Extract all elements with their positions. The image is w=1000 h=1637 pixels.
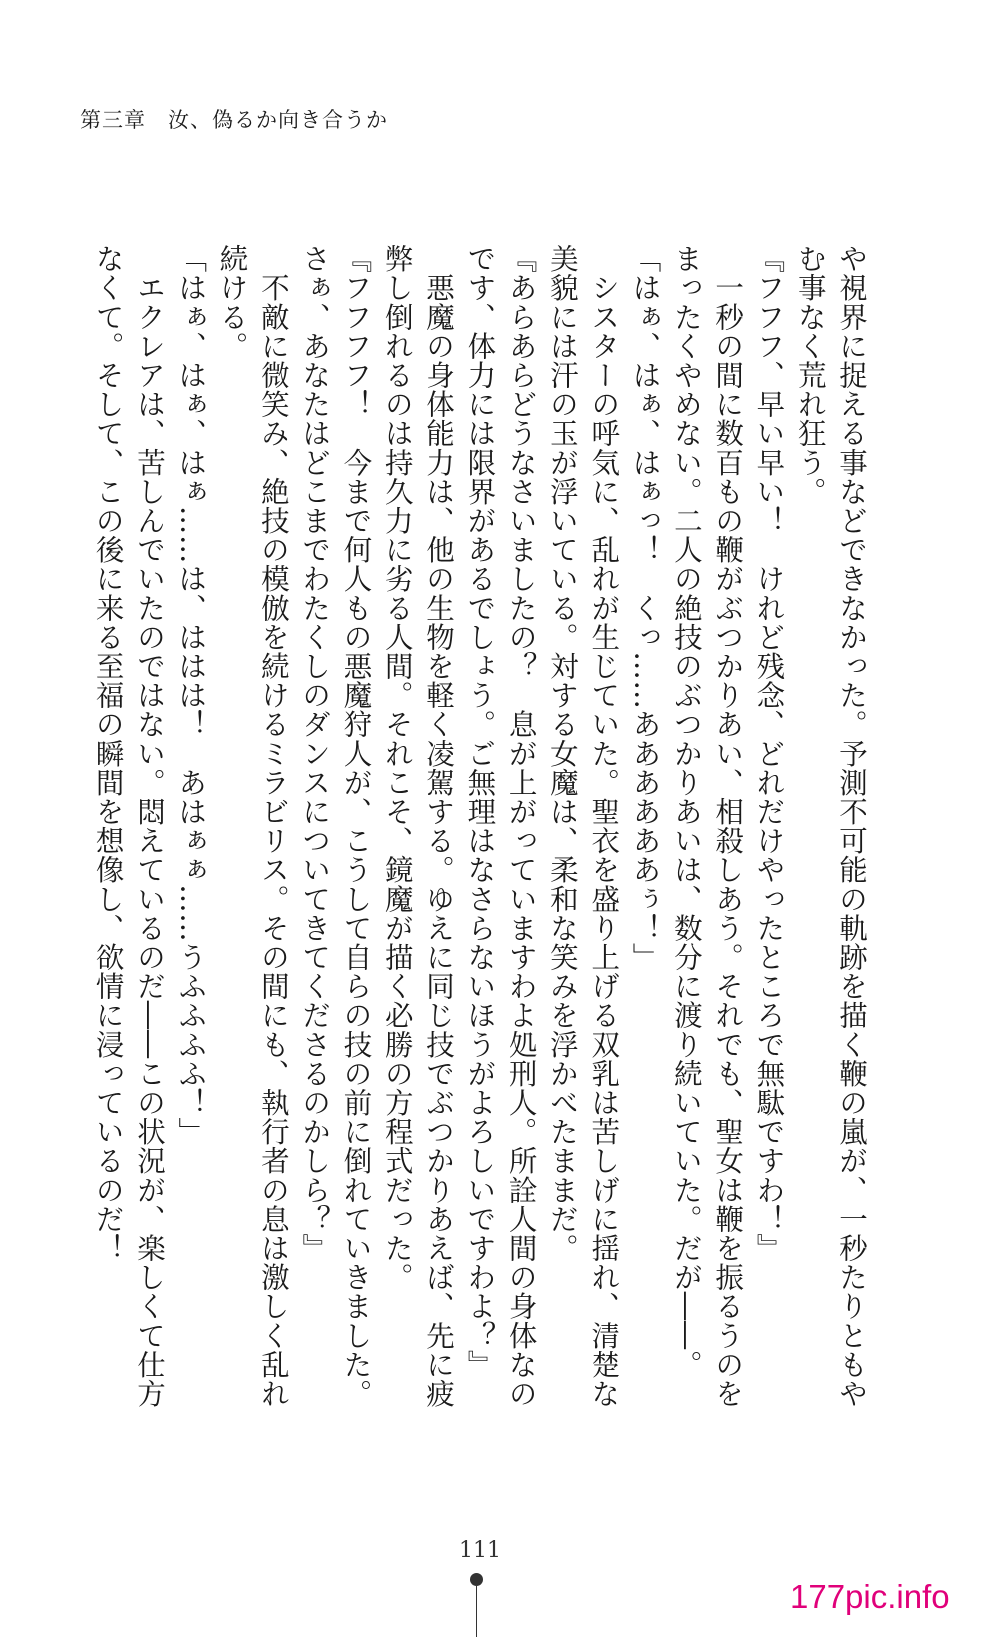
- text-line: エクレアは、苦しんでいたのではない。悶えているのだ――この状況が、楽しくて仕方: [132, 244, 166, 1408]
- page-number: 111: [459, 1538, 501, 1563]
- text-line: 『フフフフ！ 今まで何人もの悪魔狩人が、こうして自らの技の前に倒れていきました。: [339, 244, 373, 1408]
- text-line: 一秒の間に数百もの鞭がぶつかりあい、相殺しあう。それでも、聖女は鞭を振るうのを: [711, 244, 745, 1408]
- text-line: 美貌には汗の玉が浮いている。対する女魔は、柔和な笑みを浮かべたままだ。: [545, 244, 579, 1263]
- text-line: む事なく荒れ狂う。: [793, 244, 827, 506]
- text-line: 不敵に微笑み、絶技の模倣を続けるミラビリス。その間にも、執行者の息は激しく乱れ: [256, 244, 290, 1408]
- text-line: 続ける。: [215, 244, 249, 361]
- text-line: 「はぁ、はぁ、はぁ……は、ははは！ あはぁぁ……うふふふふ！」: [174, 244, 208, 1147]
- text-line: まったくやめない。二人の絶技のぶつかりあいは、数分に渡り続いていた。だが――。: [669, 244, 703, 1379]
- chapter-title: 第三章 汝、偽るか向き合うか: [80, 108, 388, 132]
- text-line: 悪魔の身体能力は、他の生物を軽く凌駕する。ゆえに同じ技でぶつかりあえば、先に疲: [422, 244, 456, 1408]
- text-line: シスターの呼気に、乱れが生じていた。聖衣を盛り上げる双乳は苦しげに揺れ、清楚な: [587, 244, 621, 1408]
- text-line: なくて。そして、この後に来る至福の瞬間を想像し、欲情に浸っているのだ！: [91, 244, 125, 1263]
- watermark: 177pic.info: [790, 1578, 950, 1615]
- text-line: です、体力には限界があるでしょう。ご無理はなさらないほうがよろしいですわよ？』: [463, 244, 497, 1379]
- novel-body-text: [87, 244, 872, 1408]
- text-line: 「はぁ、はぁ、はぁっ！ くっ……ああああああぅ！」: [628, 244, 662, 972]
- page-marker-line: [476, 1586, 477, 1637]
- text-line: 弊し倒れるのは持久力に劣る人間。それこそ、鏡魔が描く必勝の方程式だった。: [380, 244, 414, 1292]
- text-line: や視界に捉える事などできなかった。予測不可能の軌跡を描く鞭の嵐が、一秒たりともや: [835, 244, 868, 1408]
- page-marker-dot: [470, 1573, 483, 1586]
- text-line: さぁ、あなたはどこまでわたくしのダンスについてきてくださるのかしら？』: [298, 244, 332, 1263]
- text-line: 『あらあらどうなさいましたの？ 息が上がっていますわよ処刑人。所詮人間の身体なの: [504, 244, 538, 1408]
- text-line: 『フフフ、早い早い！ けれど残念、どれだけやったところで無駄ですわ！』: [752, 244, 786, 1263]
